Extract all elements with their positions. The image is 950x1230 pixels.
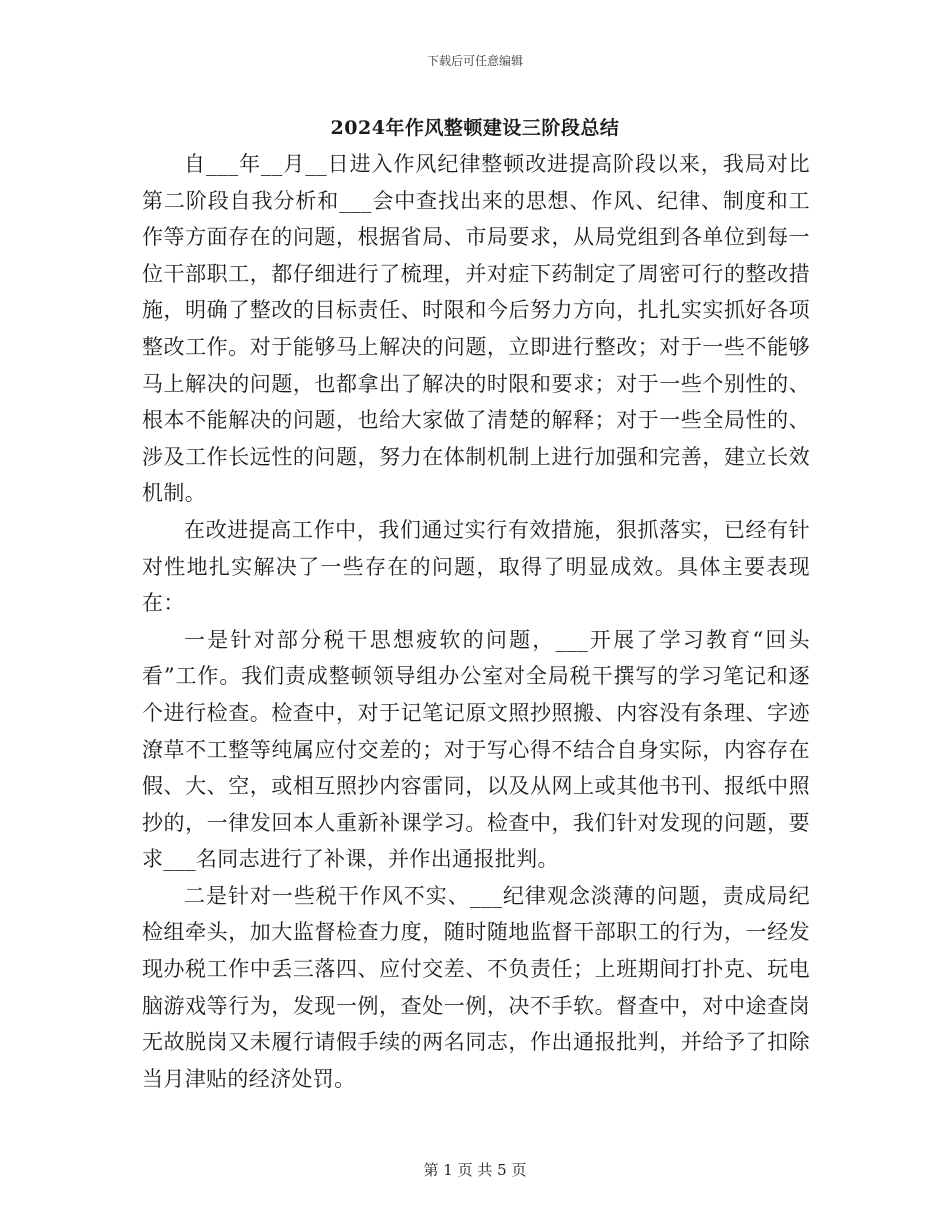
page-number: 第 1 页 共 5 页 bbox=[423, 1161, 527, 1179]
paragraph-3: 一是针对部分税干思想疲软的问题，___开展了学习教育“回头看”工作。我们责成整顿领导组办公室对全局税干撰写的学习笔记和逐个进行检查。检查中，对于记笔记原文照抄照搬、内容没有条理、字迹潦草不工整等纯属应付交差的；对于写心得不结合自身实际，内容存在假、大、空，或相互照抄内容雷同，以及从网上或其他书刊、报纸中照抄的，一律发回本人重新补课学习。检查中，我们针对发现的问题，要求___名同志进行了补课，并作出通报批判。 bbox=[142, 627, 810, 872]
paragraph-4: 二是针对一些税干作风不实、___纪律观念淡薄的问题，责成局纪检组牵头，加大监督检查力度，随时随地监督干部职工的行为，一经发现办税工作中丢三落四、应付交差、不负责任；上班期间打扑克、玩电脑游戏等行为，发现一例，查处一例，决不手软。督查中，对中途查岗无故脱岗又未履行请假手续的两名同志，作出通报批判，并给予了扣除当月津贴的经济处罚。 bbox=[142, 883, 810, 1091]
paragraph-2: 在改进提高工作中，我们通过实行有效措施，狠抓落实，已经有针对性地扎实解决了一些存在的问题，取得了明显成效。具体主要表现在： bbox=[142, 517, 810, 616]
paragraph-1: 自___年__月__日进入作风纪律整顿改进提高阶段以来，我局对比第二阶段自我分析和___会中查找出来的思想、作风、纪律、制度和工作等方面存在的问题，根据省局、市局要求，从局党组到各单位到每一位干部职工，都仔细进行了梳理，并对症下药制定了周密可行的整改措施，明确了整改的目标责任、时限和今后努力方向，扎扎实实抓好各项整改工作。对于能够马上解决的问题，立即进行整改；对于一些不能够马上解决的问题，也都拿出了解决的时限和要求；对于一些个别性的、根本不能解决的问题，也给大家做了清楚的解释；对于一些全局性的、涉及工作长远性的问题，努力在体制机制上进行加强和完善，建立长效机制。 bbox=[142, 152, 810, 506]
document-title: 2024年作风整顿建设三阶段总结 bbox=[330, 117, 620, 139]
document-body bbox=[142, 146, 810, 1097]
header-note: 下载后可任意编辑 bbox=[426, 54, 523, 68]
